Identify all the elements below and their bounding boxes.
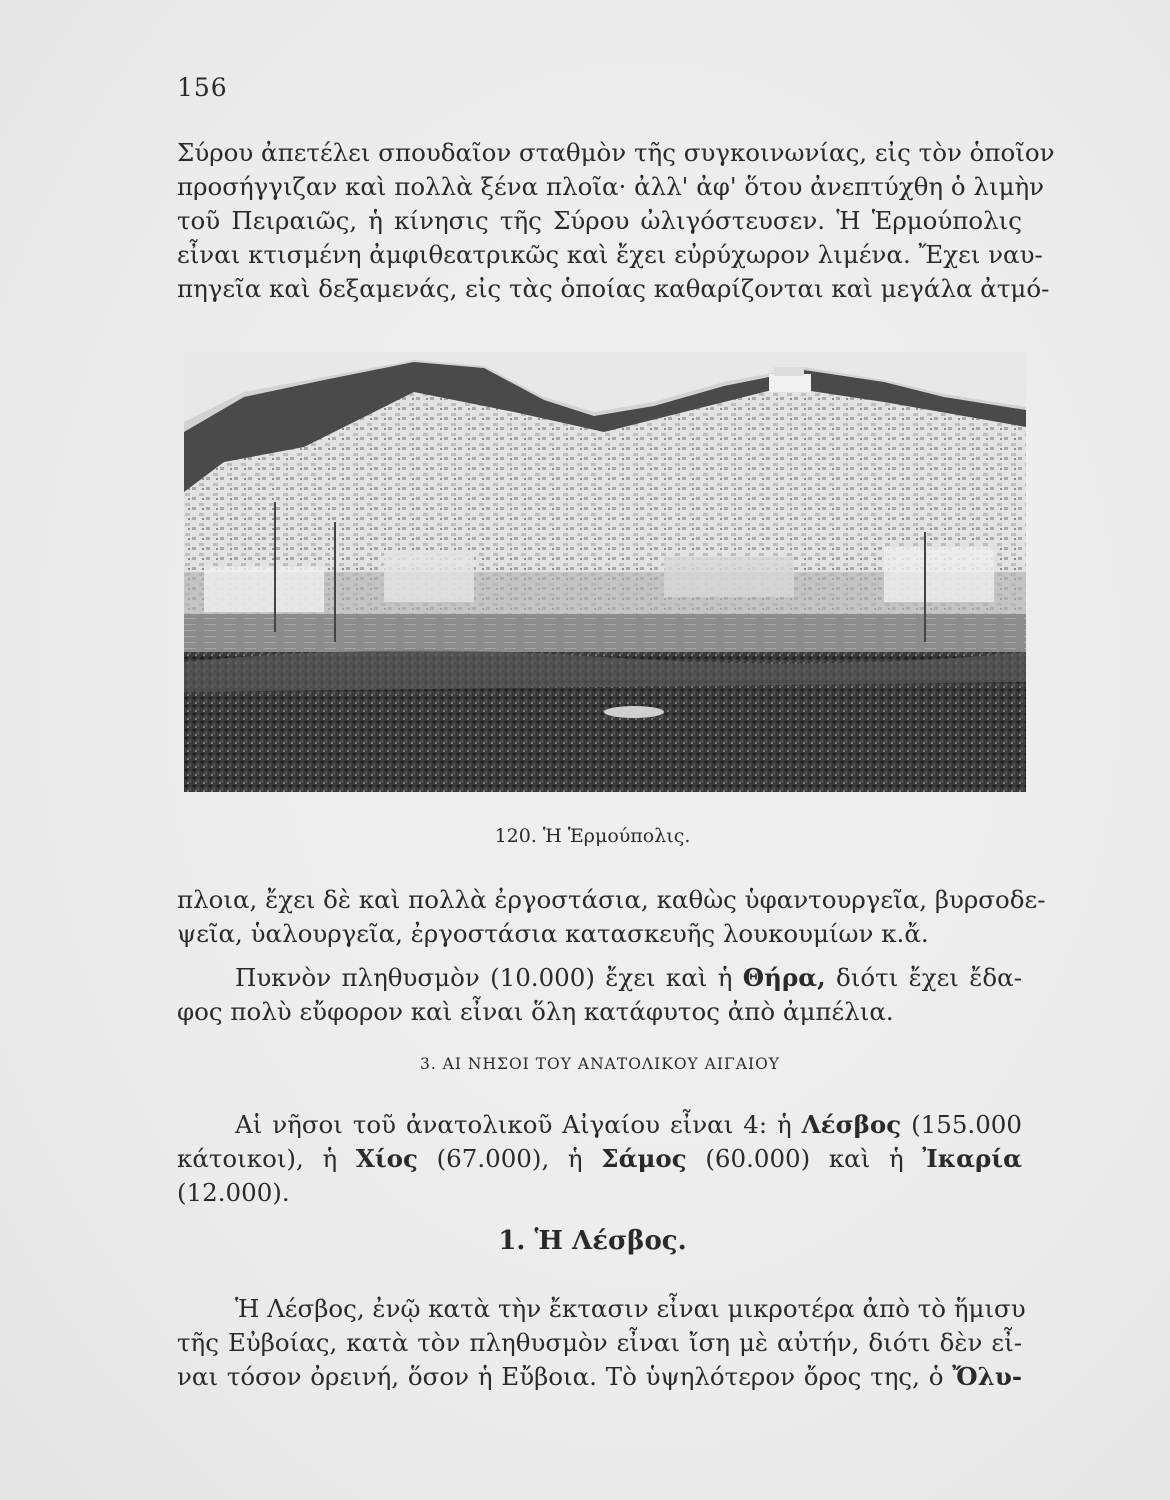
mountain-name: Ὄλυ-	[952, 1362, 1022, 1391]
paragraph-syros	[177, 136, 1055, 306]
text-line: τῆς Εὐβοίας, κατὰ τὸν πληθυσμὸν εἶναι ἴση μὲ αὐτήν, διότι δὲν εἶ-	[177, 1328, 1022, 1357]
text-run: (60.000) καὶ ἡ	[686, 1144, 923, 1173]
place-name-lesvos: Λέσβος	[801, 1110, 902, 1139]
text-line: (12.000).	[177, 1178, 290, 1207]
place-name-thera: Θήρα,	[742, 963, 826, 992]
text-line	[177, 1360, 1022, 1394]
text-line: ψεῖα, ὑαλουργεῖα, ἐργοστάσια κατασκευῆς λουκουμίων κ.ἄ.	[177, 919, 929, 948]
text-run: (155.000	[901, 1110, 1022, 1139]
text-line: τοῦ Πειραιῶς, ἡ κίνησις τῆς Σύρου ὠλιγόστευσεν. Ἡ Ἑρμούπολις	[177, 206, 1022, 235]
text-run: Αἱ νῆσοι τοῦ ἀνατολικοῦ Αἰγαίου εἶναι 4: ἡ	[235, 1110, 802, 1139]
text-line: εἶναι κτισμένη ἀμφιθεατρικῶς καὶ ἔχει εὐρύχωρον λιμένα. Ἔχει ναυ-	[177, 240, 1043, 269]
text-run: διότι ἔχει ἔδα-	[825, 963, 1022, 992]
text-run: (67.000), ἡ	[417, 1144, 602, 1173]
text-line: Σύρου ἀπετέλει σπουδαῖον σταθμὸν τῆς συγκοινωνίας, εἰς τὸν ὁποῖον	[177, 138, 1055, 167]
subsection-heading: 1. Ἡ Λέσβος.	[498, 1226, 687, 1256]
paragraph-factories	[177, 883, 1046, 951]
text-line	[177, 1108, 1022, 1142]
hermoupolis-photograph	[184, 352, 1026, 792]
paragraph-east-aegean	[177, 1108, 1022, 1210]
text-line: Ἡ Λέσβος, ἐνῷ κατὰ τὴν ἔκτασιν εἶναι μικροτέρα ἀπὸ τὸ ἥμισυ	[235, 1294, 1026, 1323]
section-heading: 3. ΑΙ ΝΗΣΟΙ ΤΟΥ ΑΝΑΤΟΛΙΚΟΥ ΑΙΓΑΙΟΥ	[419, 1055, 781, 1073]
text-run: κάτοικοι), ἡ	[177, 1144, 356, 1173]
place-name-samos: Σάμος	[601, 1144, 687, 1173]
text-run: ναι τόσον ὀρεινή, ὅσον ἡ Εὔβοια. Τὸ ὑψηλότερον ὄρος της, ὁ	[177, 1362, 953, 1391]
text-line	[177, 961, 1022, 995]
place-name-ikaria: Ἰκαρία	[922, 1144, 1022, 1173]
text-line: πλοια, ἔχει δὲ καὶ πολλὰ ἐργοστάσια, καθὼς ὑφαντουργεῖα, βυρσοδε-	[177, 885, 1046, 914]
text-run: Πυκνὸν πληθυσμὸν (10.000) ἔχει καὶ ἡ	[235, 963, 743, 992]
paragraph-lesvos	[177, 1292, 1026, 1394]
text-line: φος πολὺ εὔφορον καὶ εἶναι ὅλη κατάφυτος ἀπὸ ἀμπέλια.	[177, 997, 894, 1026]
place-name-chios: Χίος	[355, 1144, 418, 1173]
paragraph-thera	[177, 961, 1022, 1029]
text-line: πηγεῖα καὶ δεξαμενάς, εἰς τὰς ὁποίας καθαρίζονται καὶ μεγάλα ἀτμό-	[177, 274, 1050, 303]
text-line: προσήγγιζαν καὶ πολλὰ ξένα πλοῖα· ἀλλ' ἀφ' ὅτου ἀνεπτύχθη ὁ λιμὴν	[177, 172, 1045, 201]
text-line	[177, 1142, 1022, 1176]
page-number: 156	[177, 73, 228, 102]
figure-caption: 120. Ἡ Ἑρμούπολις.	[494, 825, 691, 847]
